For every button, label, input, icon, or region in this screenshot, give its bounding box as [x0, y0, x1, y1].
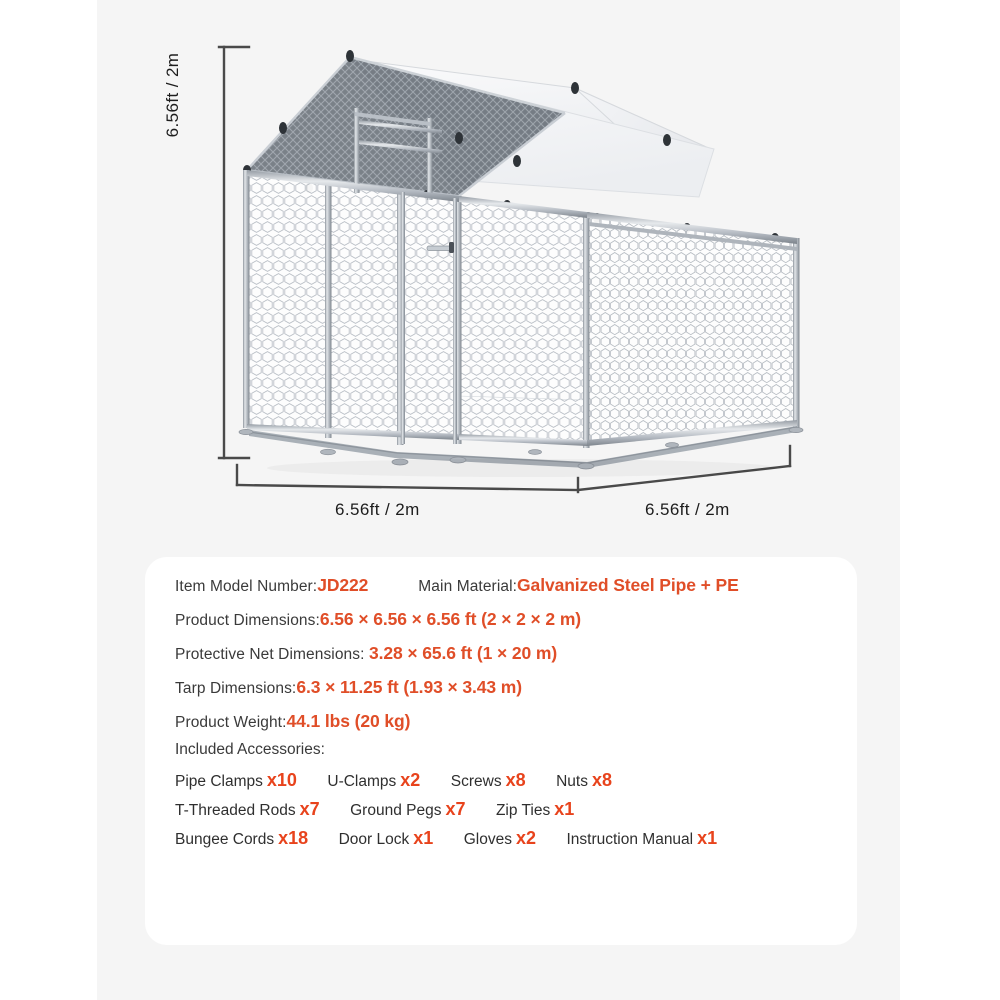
accessory-name: Screws	[450, 773, 502, 790]
spec-row-weight	[175, 713, 839, 731]
accessory-qty: x1	[697, 828, 718, 848]
spec-value-model: JD222	[317, 575, 369, 595]
accessory-name: Nuts	[556, 773, 588, 790]
spec-row-model	[175, 577, 839, 595]
accessory-qty: x18	[278, 828, 309, 848]
spec-row-product-dimensions	[175, 611, 839, 629]
specification-card	[145, 557, 857, 945]
accessory-name: U-Clamps	[327, 773, 397, 790]
accessory-qty: x1	[413, 828, 434, 848]
spec-label-net-dimensions: Protective Net Dimensions:	[175, 646, 369, 663]
accessory-name: Door Lock	[338, 831, 410, 848]
spec-value-product-dimensions: 6.56 × 6.56 × 6.56 ft (2 × 2 × 2 m)	[319, 609, 582, 629]
accessory-name: Gloves	[463, 831, 512, 848]
spec-label-tarp-dimensions: Tarp Dimensions:	[175, 680, 297, 697]
accessory-qty: x7	[299, 799, 320, 819]
accessory-item	[175, 800, 320, 819]
spec-row-net-dimensions	[175, 645, 839, 663]
accessory-item	[556, 771, 612, 790]
accessory-item	[451, 771, 526, 790]
spec-value-tarp-dimensions: 6.3 × 11.25 ft (1.93 × 3.43 m)	[296, 677, 522, 697]
accessory-qty: x8	[505, 770, 526, 790]
accessory-item	[350, 800, 465, 819]
accessory-qty: x2	[400, 770, 421, 790]
accessory-item	[339, 829, 434, 848]
accessory-item	[496, 800, 574, 819]
dimension-label-height: 6.56ft / 2m	[163, 52, 182, 138]
spec-value-weight: 44.1 lbs (20 kg)	[286, 711, 411, 731]
spec-label-weight: Product Weight:	[175, 714, 287, 731]
accessory-name: Bungee Cords	[175, 831, 275, 848]
accessory-item	[175, 829, 308, 848]
accessory-qty: x8	[591, 770, 612, 790]
accessory-qty: x7	[445, 799, 466, 819]
accessory-item	[566, 829, 717, 848]
spec-label-product-dimensions: Product Dimensions:	[175, 612, 320, 629]
spec-row-tarp-dimensions	[175, 679, 839, 697]
accessory-name: Instruction Manual	[566, 831, 694, 848]
accessory-item	[464, 829, 536, 848]
spec-label-material: Main Material:	[418, 578, 518, 595]
accessory-name: T-Threaded Rods	[175, 802, 296, 819]
spec-value-net-dimensions: 3.28 × 65.6 ft (1 × 20 m)	[368, 643, 558, 663]
accessory-item	[327, 771, 420, 790]
accessory-name: Ground Pegs	[350, 802, 442, 819]
spec-value-material: Galvanized Steel Pipe + PE	[517, 575, 739, 595]
dimension-label-depth: 6.56ft / 2m	[645, 500, 730, 519]
product-illustration	[97, 0, 900, 540]
dimension-label-width: 6.56ft / 2m	[335, 500, 420, 519]
accessories-row	[175, 829, 839, 848]
accessory-qty: x2	[515, 828, 537, 848]
spec-label-model: Item Model Number:	[175, 578, 318, 595]
accessory-item	[175, 771, 297, 790]
accessory-name: Zip Ties	[495, 802, 551, 819]
accessories-row	[175, 800, 839, 819]
accessories-title: Included Accessories:	[175, 741, 325, 758]
accessories-row	[175, 771, 839, 790]
accessory-name: Pipe Clamps	[175, 773, 263, 790]
accessory-qty: x10	[266, 770, 297, 790]
accessory-qty: x1	[554, 799, 575, 819]
